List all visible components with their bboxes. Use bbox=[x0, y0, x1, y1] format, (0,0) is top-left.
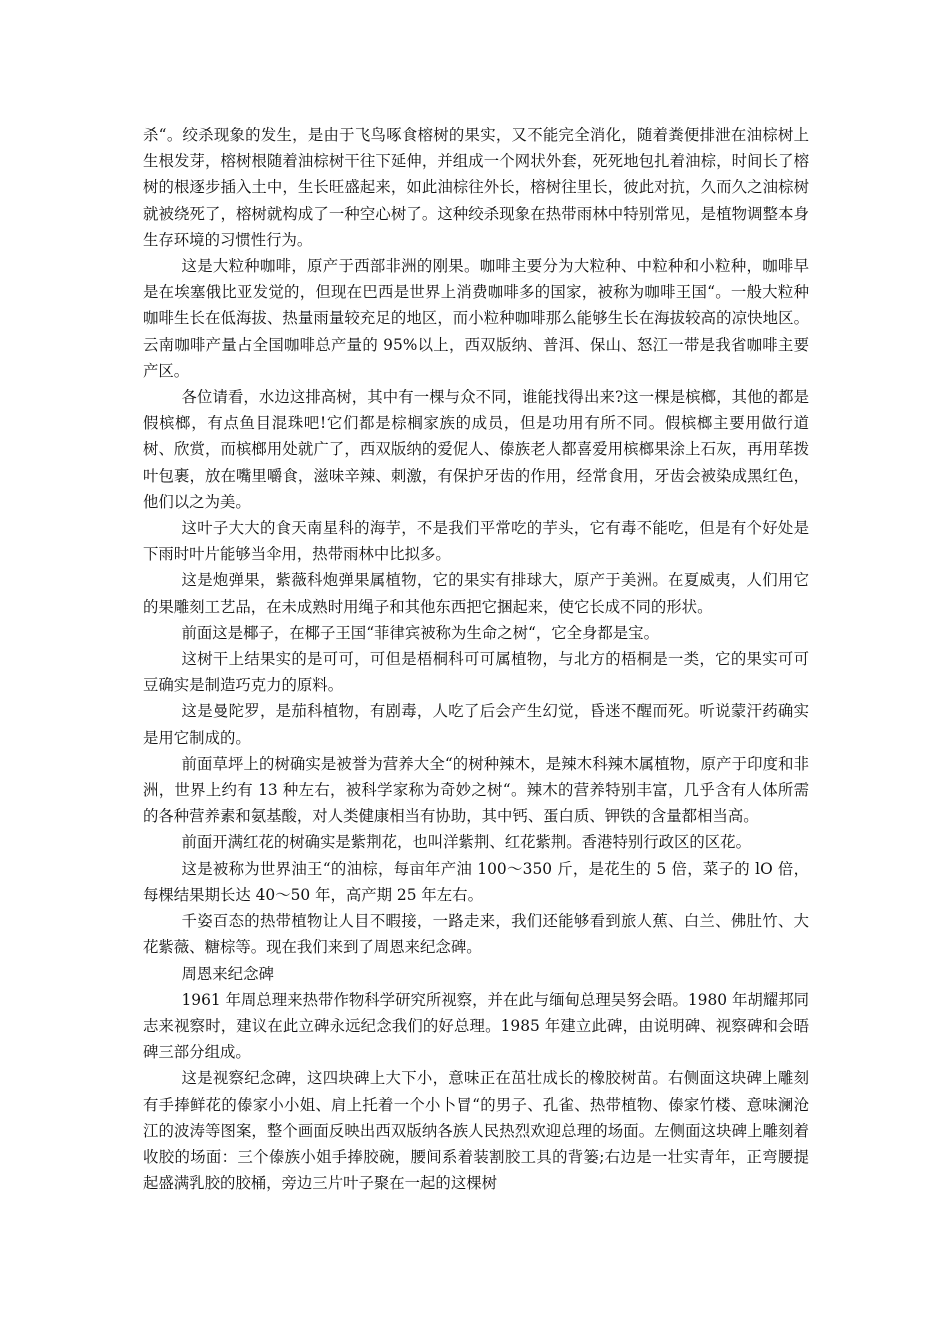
paragraph-areca-palm: 各位请看，水边这排高树，其中有一棵与众不同，谁能找得出来?这一棵是槟榔，其他的都是假槟榔，有点鱼目混珠吧!它们都是棕榈家族的成员，但是功用有所不同。假槟榔主要用做行道树、欣赏，而槟榔用处就广了，西双版纳的爱伲人、傣族老人都喜爱用槟榔果涂上石灰，再用荜拨叶包裹，放在嘴里嚼食，滋味辛辣、刺激，有保护牙齿的作用，经常食用，牙齿会被染成黑红色，他们以之为美。 bbox=[143, 388, 809, 511]
paragraph-cacao: 这树干上结果实的是可可，可但是梧桐科可可属植物，与北方的梧桐是一类，它的果实可可豆确实是制造巧克力的原料。 bbox=[143, 650, 809, 695]
paragraph-giant-taro: 这叶子大大的食天南星科的海芋，不是我们平常吃的芋头，它有毒不能吃，但是有个好处是下雨时叶片能够当伞用，热带雨林中比拟多。 bbox=[143, 519, 809, 564]
paragraph-tropical-plants: 千姿百态的热带植物让人目不暇接，一路走来，我们还能够看到旅人蕉、白兰、佛肚竹、大花紫薇、糖棕等。现在我们来到了周恩来纪念碑。 bbox=[143, 912, 809, 957]
paragraph-memorial-history: 1961 年周总理来热带作物科学研究所视察，并在此与缅甸总理吴努会晤。1980 年胡耀邦同志来视察时，建议在此立碑永远纪念我们的好总理。1985 年建立此碑，由说明碑、视察碑和会晤碑三部分组成。 bbox=[143, 990, 809, 1062]
paragraph-calabash-tree: 这是炮弹果，紫薇科炮弹果属植物，它的果实有排球大，原产于美洲。在夏威夷，人们用它的果雕刻工艺品，在未成熟时用绳子和其他东西把它捆起来，使它长成不同的形状。 bbox=[143, 571, 809, 616]
paragraph-oil-palm: 这是被称为世界油王“的油棕，每亩年产油 100～350 斤，是花生的 5 倍，菜子的 lO 倍，每棵结果期长达 40～50 年，高产期 25 年左右。 bbox=[143, 859, 809, 904]
paragraph-coffee: 这是大粒种咖啡，原产于西部非洲的刚果。咖啡主要分为大粒种、中粒种和小粒种，咖啡早是在埃塞俄比亚发觉的，但现在巴西是世界上消费咖啡多的国家，被称为咖啡王国“。一般大粒种咖啡生长在低海拔、热量雨量较充足的地区，而小粒种咖啡那么能够生长在海拔较高的凉快地区。云南咖啡产量占全国咖啡总产量的 95%以上，西双版纳、普洱、保山、怒江一带是我省咖啡主要产区。 bbox=[143, 257, 809, 380]
paragraph-bauhinia: 前面开满红花的树确实是紫荆花，也叫洋紫荆、红花紫荆。香港特别行政区的区花。 bbox=[181, 833, 751, 852]
section-heading-memorial: 周恩来纪念碑 bbox=[181, 964, 274, 983]
paragraph-moringa: 前面草坪上的树确实是被誉为营养大全“的树种辣木，是辣木科辣木属植物，原产于印度和非洲，世界上约有 13 种左右，被科学家称为奇妙之树“。辣木的营养特别丰富，几乎含有人体所需的各种营养素和氨基酸，对人类健康相当有协助，其中钙、蛋白质、钾铁的含量都相当高。 bbox=[143, 754, 809, 826]
paragraph-inspection-monument: 这是视察纪念碑，这四块碑上大下小，意味正在茁壮成长的橡胶树苗。右侧面这块碑上雕刻有手捧鲜花的傣家小小姐、肩上托着一个小卜冒“的男子、孔雀、热带植物、傣家竹楼、意味澜沧江的波涛等图案，整个画面反映出西双版纳各族人民热烈欢迎总理的场面。左侧面这块碑上雕刻着收胶的场面：三个傣族小姐手捧胶碗，腰间系着装割胶工具的背篓;右边是一壮实青年，正弯腰提起盛满乳胶的胶桶，旁边三片叶子聚在一起的这棵树 bbox=[143, 1069, 809, 1193]
paragraph-datura: 这是曼陀罗，是茄科植物，有剧毒，人吃了后会产生幻觉，昏迷不醒而死。听说蒙汗药确实是用它制成的。 bbox=[143, 702, 809, 747]
paragraph-coconut: 前面这是椰子，在椰子王国“菲律宾被称为生命之树“，它全身都是宝。 bbox=[181, 623, 659, 642]
paragraph-strangler-fig: 杀“。绞杀现象的发生，是由于飞鸟啄食榕树的果实，又不能完全消化，随着粪便排泄在油棕树上生根发芽，榕树根随着油棕树干往下延伸，并组成一个网状外套，死死地包扎着油棕，时间长了榕树的根逐步插入土中，生长旺盛起来，如此油棕往外长，榕树往里长，彼此对抗，久而久之油棕树就被绕死了，榕树就构成了一种空心树了。这种绞杀现象在热带雨林中特别常见，是植物调整本身生存环境的习惯性行为。 bbox=[143, 126, 809, 249]
document-page bbox=[143, 122, 809, 1196]
